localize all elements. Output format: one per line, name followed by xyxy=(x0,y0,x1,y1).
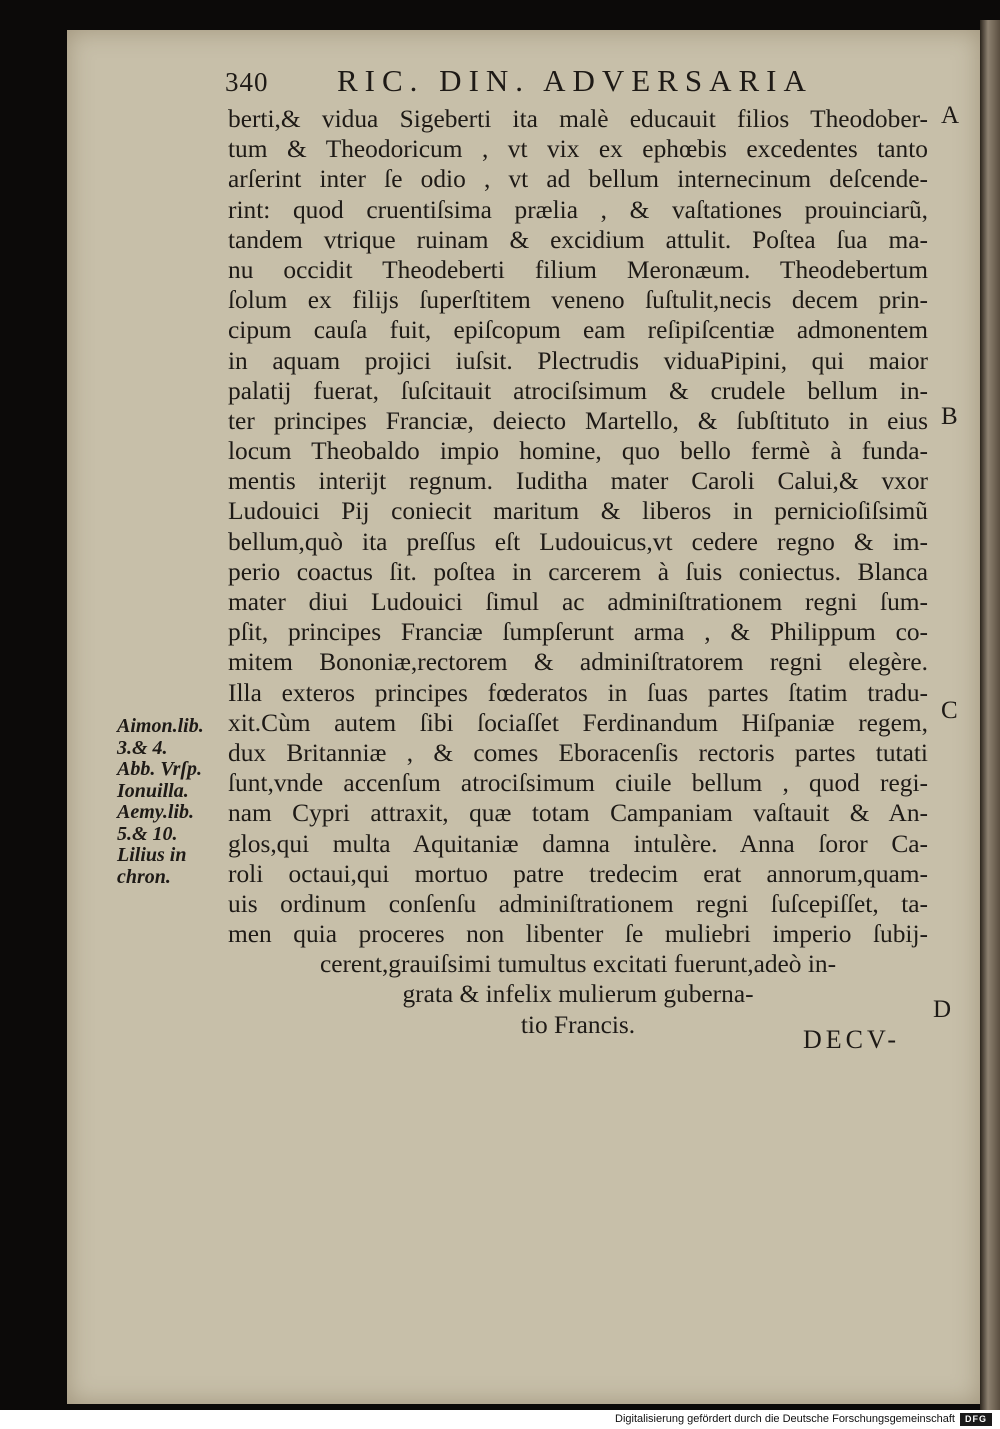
margin-note: 5.& 10. xyxy=(117,822,178,845)
running-title: RIC. DIN. ADVERSARIA xyxy=(337,63,813,98)
text-line: mater diui Ludouici ſimul ac adminiſtrationem regni ſum- xyxy=(228,588,928,616)
catchword: DECV- xyxy=(803,1025,901,1054)
text-line: men quia proceres non libenter ſe muliebri imperio ſubij- xyxy=(228,920,928,949)
text-line: mitem Bononiæ,rectorem & adminiſtratorem regni elegère. xyxy=(228,648,928,677)
text-line: dux Britanniæ , & comes Eboracenſis rectoris partes tutati xyxy=(228,738,928,767)
text-line: cipum cauſa fuit, epiſcopum eam reſipiſcentiæ admonentem xyxy=(228,316,928,345)
main-text xyxy=(228,104,928,1040)
closing-line: grata & infelix mulierum guberna- xyxy=(402,980,754,1009)
footer-credit: Digitalisierung gefördert durch die Deutsche Forschungsgemeinschaft xyxy=(615,1413,955,1425)
text-line: uis ordinum conſenſu adminiſtrationem regni ſuſcepiſſet, ta- xyxy=(228,889,928,918)
closing-line: cerent,grauiſsimi tumultus excitati fuerunt,adeò in- xyxy=(319,950,837,979)
book-edge xyxy=(980,20,1000,1410)
section-marker-d: D xyxy=(933,996,952,1023)
text-line: in aquam projici iuſsit. Plectrudis viduaPipini, qui maior xyxy=(228,346,928,375)
text-line: palatij fuerat, ſuſcitauit atrociſsimum & crudele bellum in- xyxy=(228,376,928,405)
text-line: ſolum ex filijs ſuperſtitem veneno ſuſtulit,necis decem prin- xyxy=(228,286,928,315)
text-line: tandem vtrique ruinam & excidium attulit. Poſtea ſua ma- xyxy=(228,225,928,254)
section-marker-c: C xyxy=(941,697,958,724)
text-line: bellum,quò ita preſſus eſt Ludouicus,vt cedere regno & im- xyxy=(228,527,928,556)
text-line: pſit, principes Franciæ ſumpſerunt arma , & Philippum co- xyxy=(228,618,928,647)
text-line: nam Cypri attraxit, quæ totam Campaniam vaſtauit & An- xyxy=(228,799,928,828)
text-line: tum & Theodoricum , vt vix ex ephœbis excedentes tanto xyxy=(228,135,928,164)
text-line: perio coactus ſit. poſtea in carcerem à ſuis coniectus. Blanca xyxy=(228,557,928,586)
section-marker-a: A xyxy=(941,102,960,129)
page-header xyxy=(225,63,945,103)
text-line: mentis interijt regnum. Iuditha mater Caroli Calui,& vxor xyxy=(228,467,928,496)
text-line: locum Theobaldo impio homine, quo bello fermè à funda- xyxy=(228,437,928,466)
dfg-logo: DFG xyxy=(960,1413,992,1426)
margin-note: chron. xyxy=(117,865,171,888)
text-line: berti,& vidua Sigeberti ita malè educauit filios Theodober- xyxy=(228,105,928,133)
text-line: xit.Cùm autem ſibi ſociaſſet Ferdinandum Hiſpaniæ regem, xyxy=(228,708,928,737)
text-line: Ludouici Pij coniecit maritum & liberos in pernicioſiſsimũ xyxy=(228,497,928,526)
text-line: ter principes Franciæ, deiecto Martello, & ſubſtituto in eius xyxy=(228,406,928,435)
margin-note: Lilius in xyxy=(117,844,187,866)
text-line: roli octaui,qui mortuo patre tredecim erat annorum,quam- xyxy=(228,859,928,888)
margin-note: Ionuilla. xyxy=(117,779,189,802)
text-line: Illa exteros principes fœderatos in ſuas partes ſtatim tradu- xyxy=(228,678,928,707)
margin-note: 3.& 4. xyxy=(117,736,168,759)
text-line: glos,qui multa Aquitaniæ damna intulère. Anna ſoror Ca- xyxy=(228,829,928,858)
margin-note: Aemy.lib. xyxy=(117,801,195,823)
margin-note: Aimon.lib. xyxy=(117,715,204,737)
text-line: nu occidit Theodeberti filium Meronæum. Theodebertum xyxy=(228,255,928,284)
text-line: rint: quod cruentiſsima prælia , & vaſtationes prouinciarũ, xyxy=(228,195,928,224)
footer-bar xyxy=(0,1410,1000,1429)
margin-note: Abb. Vrſp. xyxy=(117,758,203,780)
section-marker-b: B xyxy=(941,403,958,430)
closing-line: tio Francis. xyxy=(520,1010,636,1039)
page-number: 340 xyxy=(225,67,269,97)
text-line: ſunt,vnde accenſum atrociſsimum ciuile bellum , quod regi- xyxy=(228,769,928,798)
margin-notes xyxy=(117,716,227,888)
text-line: arſerint inter ſe odio , vt ad bellum internecinum deſcende- xyxy=(228,165,928,194)
